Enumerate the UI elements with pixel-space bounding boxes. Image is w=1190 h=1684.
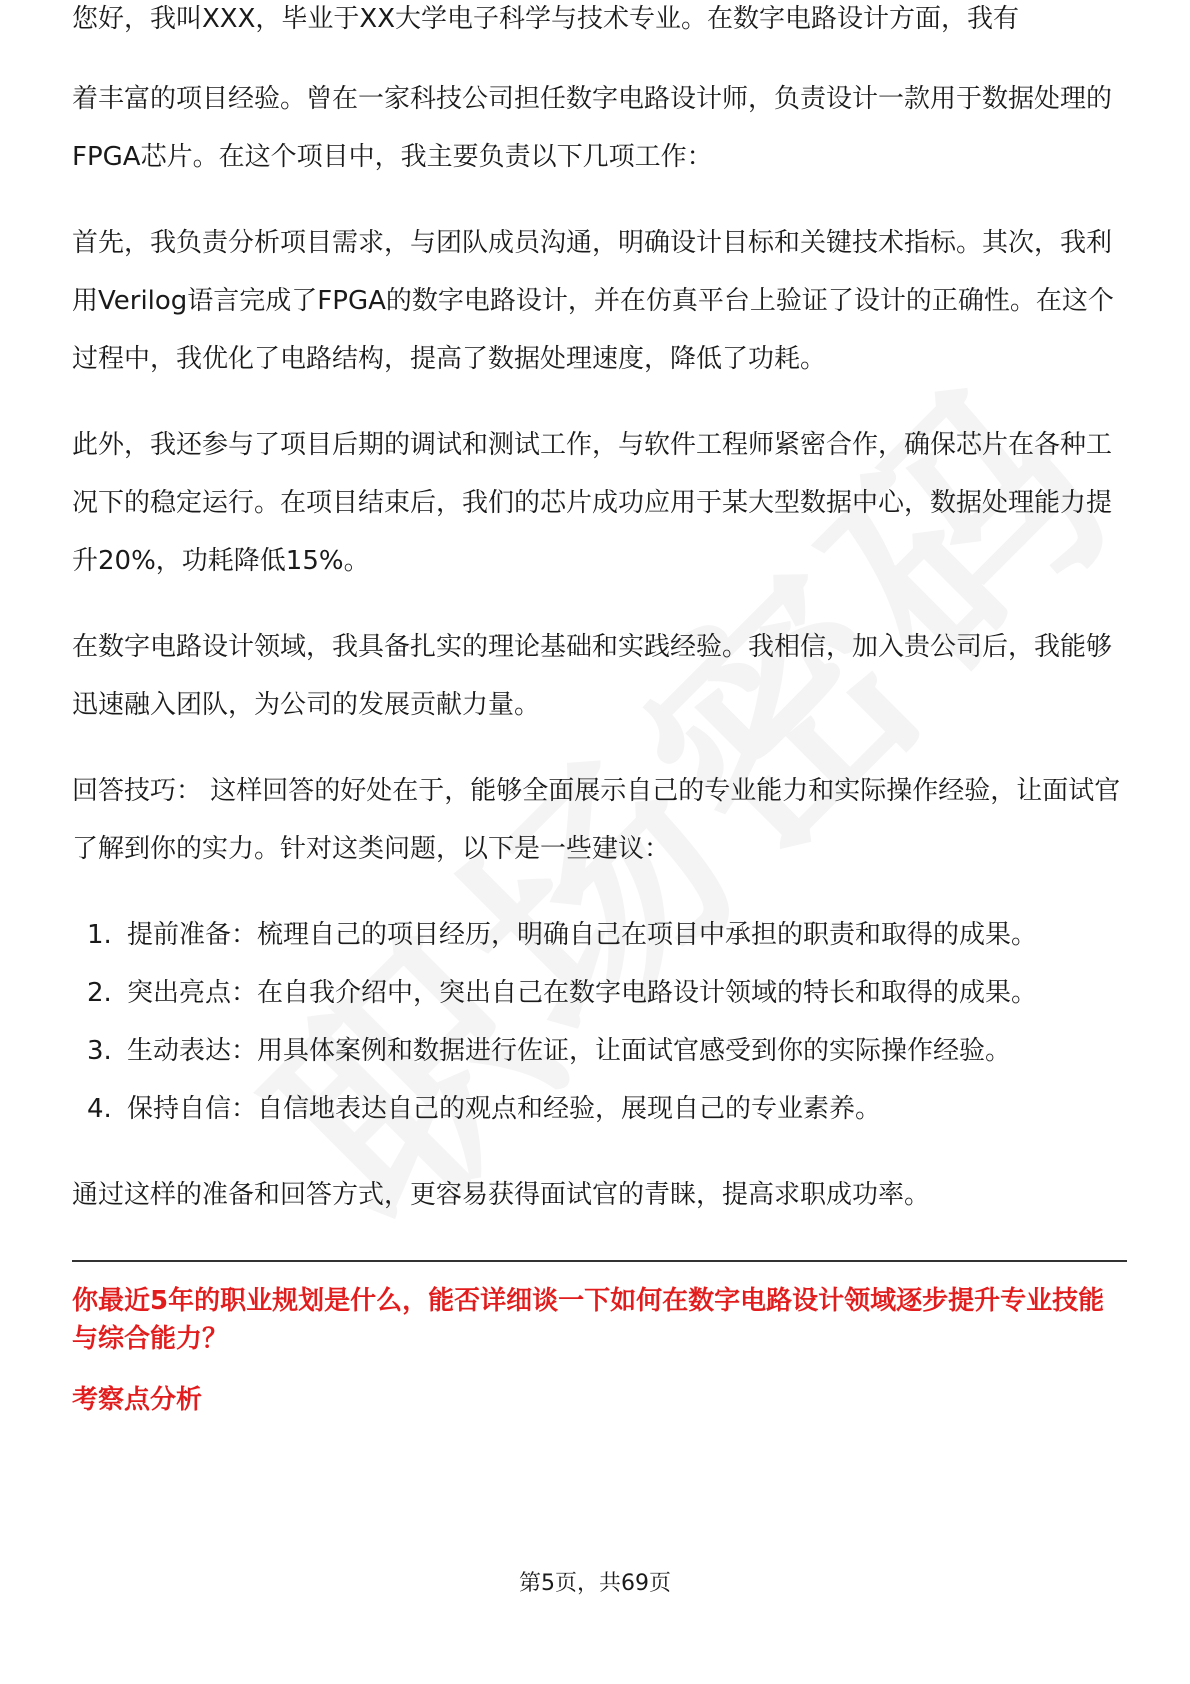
list-item-text: 提前准备：梳理自己的项目经历，明确自己在项目中承担的职责和取得的成果。: [127, 920, 1038, 950]
list-item: [72, 964, 1127, 1022]
paragraph-intro: 着丰富的项目经验。曾在一家科技公司担任数字电路设计师，负责设计一款用于数据处理的FPGA芯片。在这个项目中，我主要负责以下几项工作：: [72, 84, 1113, 172]
list-item: [72, 906, 1127, 964]
list-item-text: 突出亮点：在自我介绍中，突出自己在数字电路设计领域的特长和取得的成果。: [127, 978, 1038, 1008]
list-item: [72, 1080, 1127, 1138]
list-item: [72, 1022, 1127, 1080]
list-item-number: 4.: [87, 1094, 112, 1124]
paragraph-intro-partial: 您好，我叫XXX，毕业于XX大学电子科学与技术专业。在数字电路设计方面，我有: [72, 4, 1020, 34]
tips-list: [72, 906, 1127, 1138]
section-divider: [72, 1260, 1127, 1262]
page-footer: 第5页，共69页: [519, 1571, 671, 1596]
paragraph-confidence: 在数字电路设计领域，我具备扎实的理论基础和实践经验。我相信，加入贵公司后，我能够迅速融入团队，为公司的发展贡献力量。: [72, 632, 1113, 720]
paragraph-testing: 此外，我还参与了项目后期的调试和测试工作，与软件工程师紧密合作，确保芯片在各种工况下的稳定运行。在项目结束后，我们的芯片成功应用于某大型数据中心，数据处理能力提升20%，功耗降低15%。: [72, 430, 1113, 576]
paragraph-closing: 通过这样的准备和回答方式，更容易获得面试官的青睐，提高求职成功率。: [72, 1180, 931, 1210]
question-heading: 你最近5年的职业规划是什么，能否详细谈一下如何在数字电路设计领域逐步提升专业技能与综合能力？: [72, 1286, 1105, 1354]
paragraph-answer-tips: 回答技巧： 这样回答的好处在于，能够全面展示自己的专业能力和实际操作经验，让面试官了解到你的实力。针对这类问题，以下是一些建议：: [72, 776, 1121, 864]
list-item-number: 3.: [87, 1036, 112, 1066]
paragraph-work-details: 首先，我负责分析项目需求，与团队成员沟通，明确设计目标和关键技术指标。其次，我利用Verilog语言完成了FPGA的数字电路设计，并在仿真平台上验证了设计的正确性。在这个过程中，我优化了电路结构，提高了数据处理速度，降低了功耗。: [72, 228, 1114, 374]
clipped-paragraph-top: [72, 4, 1127, 70]
section-title: 考察点分析: [72, 1385, 203, 1415]
document-body: [72, 4, 1127, 1420]
list-item-text: 保持自信：自信地表达自己的观点和经验，展现自己的专业素养。: [127, 1094, 882, 1124]
list-item-number: 1.: [87, 920, 112, 950]
list-item-number: 2.: [87, 978, 112, 1008]
list-item-text: 生动表达：用具体案例和数据进行佐证，让面试官感受到你的实际操作经验。: [127, 1036, 1012, 1066]
